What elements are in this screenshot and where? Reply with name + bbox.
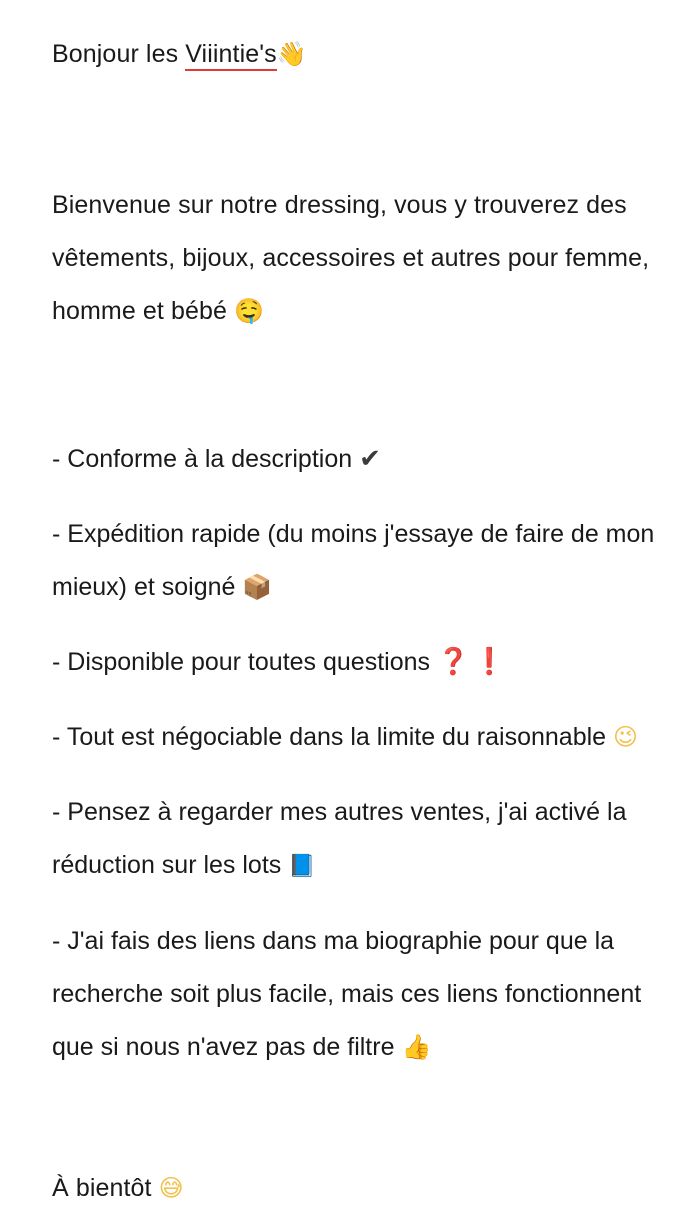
welcome-paragraph [52, 179, 660, 338]
list-item [52, 636, 660, 689]
list-item-text: - Expédition rapide (du moins j'essaye de faire de mon mieux) et soigné [52, 520, 655, 601]
closing-text: À bientôt [52, 1174, 159, 1202]
waving-hand-icon: 👋 [276, 40, 307, 68]
list-item-text: - Pensez à regarder mes autres ventes, j'ai activé la réduction sur les lots [52, 798, 627, 879]
list-item-text: - Tout est négociable dans la limite du raisonnable [52, 723, 613, 751]
closing-line [52, 1162, 660, 1215]
list-item [52, 433, 660, 486]
list-item [52, 915, 660, 1074]
greeting-line [52, 28, 660, 81]
check-mark-icon: ✔ [359, 444, 381, 474]
list-item [52, 711, 660, 764]
drooling-face-icon: 🤤 [234, 297, 265, 325]
winking-face-icon: 😉 [613, 723, 639, 751]
list-item [52, 786, 660, 893]
thumbs-up-icon: 👍 [401, 1033, 432, 1061]
list-item [52, 508, 660, 614]
list-item-text: - Conforme à la description [52, 445, 360, 473]
question-exclamation-icon: ❓❗ [436, 647, 510, 677]
welcome-text: Bienvenue sur notre dressing, vous y trouverez des vêtements, bijoux, accessoires et autres pour femme, homme et bébé [52, 191, 650, 325]
package-box-icon: 📦 [242, 573, 273, 601]
greeting-prefix: Bonjour les [52, 40, 186, 68]
benefits-list [52, 433, 660, 1074]
grinning-face-with-sweat-icon: 😅 [158, 1174, 184, 1202]
blue-book-icon: 📘 [288, 854, 316, 879]
misspelled-word: Viiintie's [185, 40, 276, 71]
list-item-text: - Disponible pour toutes questions [52, 648, 437, 676]
list-item-text: - J'ai fais des liens dans ma biographie pour que la recherche soit plus facile, mais ces liens fonctionnent que si nous n'avez pas de filtre [52, 927, 642, 1061]
